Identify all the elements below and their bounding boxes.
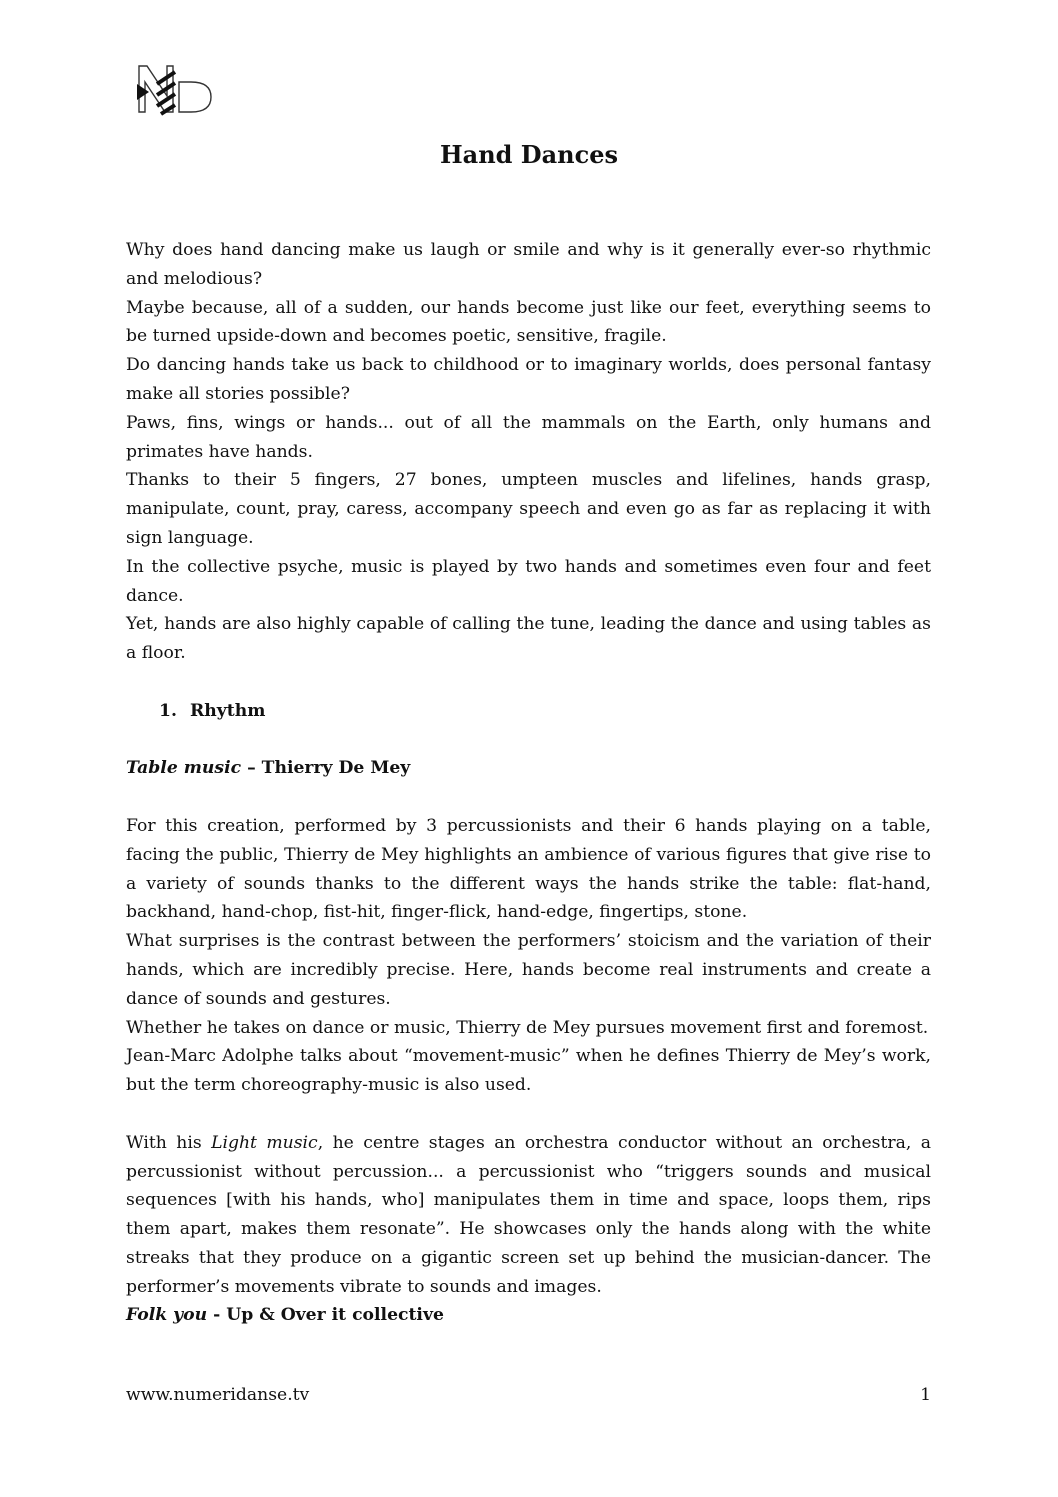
light-music-after: , he centre stages an orchestra conductor without an orchestra, a percussionist without percussion... a percussionist who “triggers sounds and musical sequences [with his hands, who] manipulates them in time and space, loops them, rips them apart, makes them resonate”. He showcases only the hands along with the white streaks that they produce on a gigantic screen set up behind the musician-dancer. The performer’s movements vibrate to sounds and images. — [126, 1132, 931, 1297]
body-paragraph: What surprises is the contrast between the performers’ stoicism and the variation of their hands, which are incredibly precise. Here, hands become real instruments and create a dance of sounds and gestures. — [126, 931, 931, 1009]
page-number: 1 — [920, 1385, 931, 1405]
document-body — [126, 236, 931, 1330]
work-title: Folk you — [126, 1305, 208, 1326]
intro-paragraph: Thanks to their 5 fingers, 27 bones, umpteen muscles and lifelines, hands grasp, manipulate, count, pray, caress, accompany speech and even go as far as replacing it with sign language. — [126, 470, 931, 548]
work-separator: - — [207, 1305, 227, 1326]
light-music-before: With his — [126, 1132, 212, 1153]
section-heading — [126, 697, 931, 726]
intro-paragraph: Why does hand dancing make us laugh or smile and why is it generally ever-so rhythmic and melodious? — [126, 240, 931, 289]
work-heading — [126, 754, 931, 783]
intro-paragraph: Do dancing hands take us back to childhood or to imaginary worlds, does personal fantasy make all stories possible? — [126, 355, 931, 404]
footer-url: www.numeridanse.tv — [126, 1385, 310, 1405]
work-heading — [126, 1301, 931, 1330]
work-title: Table music — [126, 758, 242, 779]
section-title: Rhythm — [190, 700, 266, 721]
section-number: 1. — [159, 700, 177, 721]
work-author: Up & Over it collective — [226, 1305, 444, 1326]
intro-paragraph: Paws, fins, wings or hands... out of all the mammals on the Earth, only humans and primates have hands. — [126, 412, 931, 462]
body-paragraph: Jean-Marc Adolphe talks about “movement-music” when he defines Thierry de Mey’s work, but the term choreography-music is also used. — [126, 1046, 931, 1096]
body-paragraph: Whether he takes on dance or music, Thierry de Mey pursues movement first and foremost. — [126, 1017, 929, 1038]
body-paragraph: For this creation, performed by 3 percussionists and their 6 hands playing on a table, facing the public, Thierry de Mey highlights an ambience of various figures that give rise to a variety of sounds thanks to the different ways the hands strike the table: flat-hand, backhand, hand-chop, fist-hit, finger-flick, hand-edge, fingertips, stone. — [126, 815, 931, 923]
intro-paragraph: Maybe because, all of a sudden, our hands become just like our feet, everything seems to be turned upside-down and becomes poetic, sensitive, fragile. — [126, 297, 931, 347]
intro-paragraph: In the collective psyche, music is played by two hands and sometimes even four and feet dance. — [126, 556, 931, 606]
work-author: Thierry De Mey — [261, 758, 411, 779]
work-separator: – — [241, 758, 262, 779]
intro-paragraph: Yet, hands are also highly capable of calling the tune, leading the dance and using tables as a floor. — [126, 614, 931, 664]
document-title: Hand Dances — [439, 140, 619, 169]
body-paragraph — [126, 1129, 931, 1302]
numeridanse-logo-icon — [135, 64, 215, 116]
light-music-title: Light music — [211, 1132, 318, 1153]
